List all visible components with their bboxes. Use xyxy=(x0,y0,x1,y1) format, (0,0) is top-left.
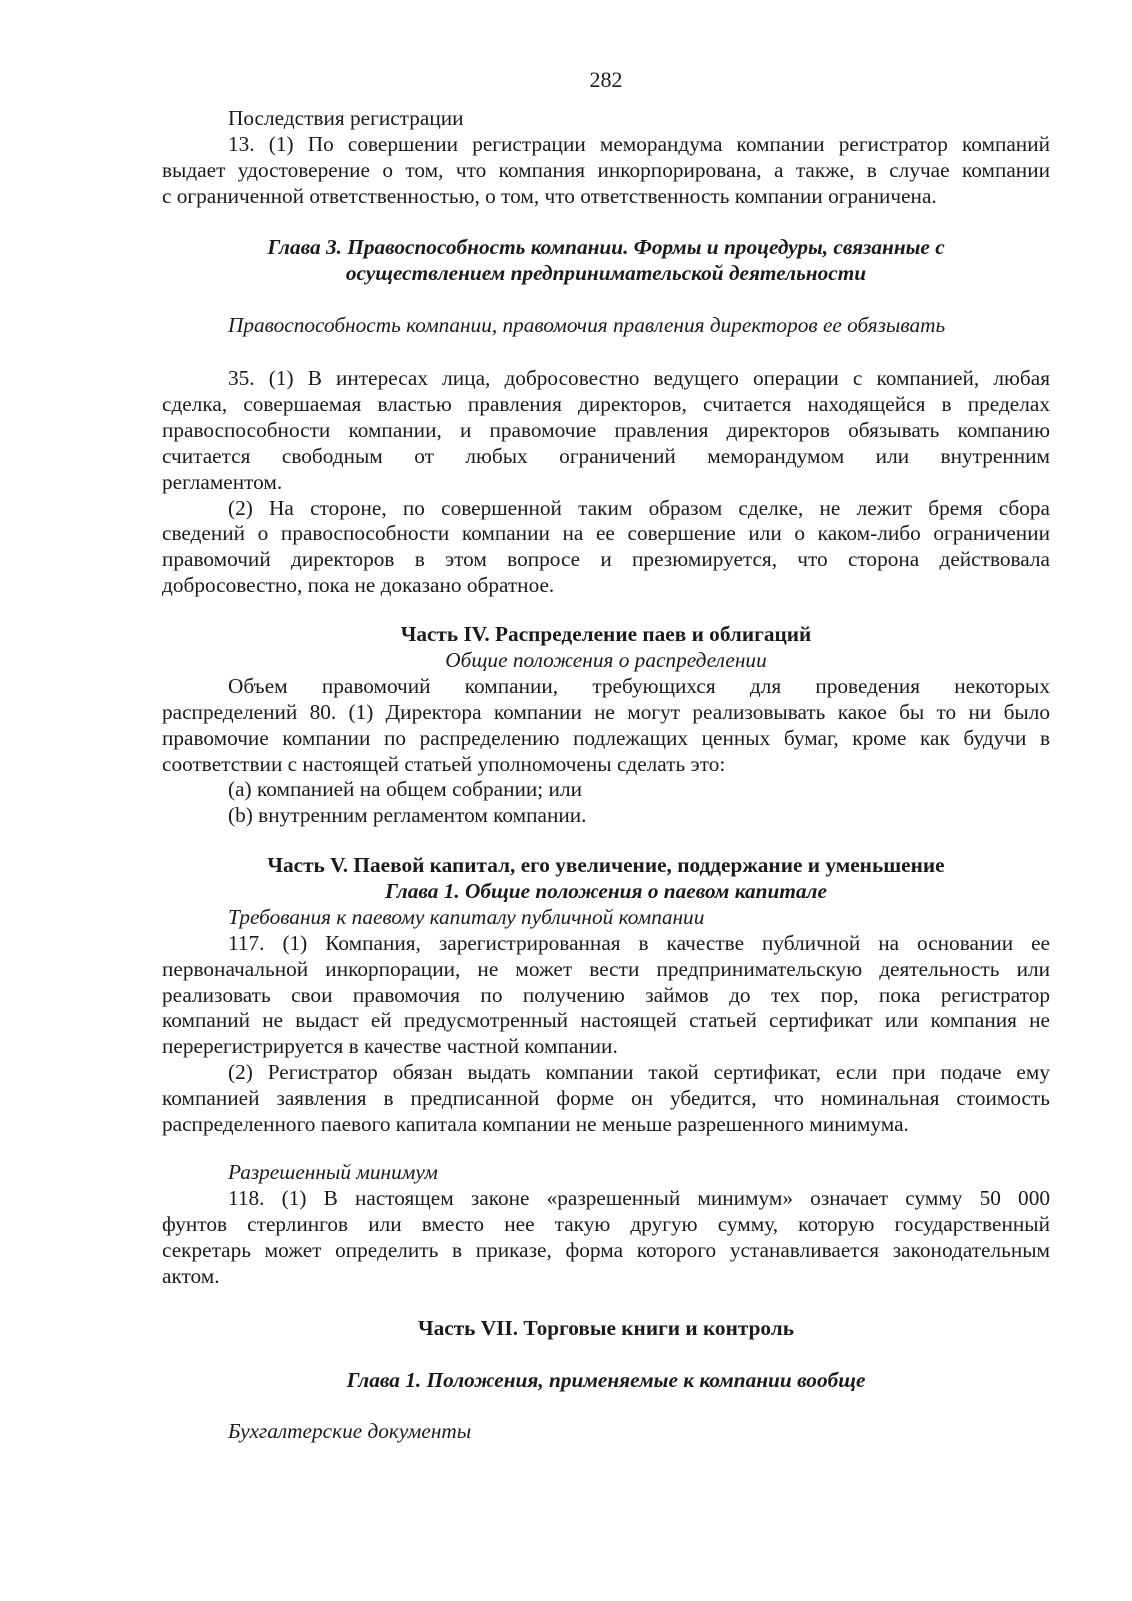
para-35-line-5: регламентом. xyxy=(162,469,283,494)
list-item-b: (b) внутренним регламентом компании. xyxy=(228,803,587,828)
para-117-line-4: компаний не выдаст ей предусмотренный настоящей статьей сертификат или компания не xyxy=(162,1008,1050,1033)
section-35 xyxy=(162,366,1050,599)
para-13-line-2: выдает удостоверение о том, что компания инкорпорирована, а также, в случае компании xyxy=(162,157,1050,182)
para-118-line-3: секретарь может определить в приказе, форма которого устанавливается законодательным xyxy=(162,1237,1050,1262)
para-35-line-3: правоспособности компании, и правомочие правления директоров обязывать компанию xyxy=(162,417,1050,442)
para-13-line-3: с ограниченной ответственностью, о том, что ответственность компании ограничена. xyxy=(162,183,937,208)
para-35b-line-2: сведений о правоспособности компании на ее совершение или о каком-либо ограничении xyxy=(162,521,1050,546)
para-117-line-2: первоначальной инкорпорации, не может вести предпринимательскую деятельность или xyxy=(162,956,1050,981)
para-117b-line-1: (2) Регистратор обязан выдать компании такой сертификат, если при подаче ему xyxy=(228,1060,1050,1085)
part-7-chapter-1-title: Глава 1. Положения, применяемые к компании вообще xyxy=(346,1368,866,1392)
para-117b-line-2: компанией заявления в предписанной форме он убедится, что номинальная стоимость xyxy=(162,1086,1050,1111)
para-35b-line-3: правомочий директоров в этом вопросе и презюмируется, что сторона действовала xyxy=(162,547,1050,572)
part-4-subtitle: Общие положения о распределении xyxy=(445,647,767,672)
para-80-line-4: соответствии с настоящей статьей уполномочены сделать это: xyxy=(162,751,726,776)
para-118-line-2: фунтов стерлингов или вместо нее такую другую сумму, которую государственный xyxy=(162,1211,1050,1236)
chapter-3-title-line-1: Глава 3. Правоспособность компании. Формы и процедуры, связанные с xyxy=(267,235,945,259)
part-5 xyxy=(162,853,1050,1138)
para-117b-line-3: распределенного паевого капитала компании не меньше разрешенного минимума. xyxy=(162,1112,909,1137)
para-117-line-3: реализовать свои правомочия по получению займов до тех пор, пока регистратор xyxy=(162,982,1050,1007)
section-registration-consequences xyxy=(162,106,1050,210)
para-117-line-1: 117. (1) Компания, зарегистрированная в качестве публичной на основании ее xyxy=(228,930,1050,955)
chapter-3-title-line-2: осуществлением предпринимательской деятельности xyxy=(345,260,867,285)
para-80-line-2: распределений 80. (1) Директора компании не могут реализовывать какое бы то ни было xyxy=(162,699,1050,724)
part-4-title: Часть IV. Распределение паев и облигаций xyxy=(400,622,812,646)
para-35b-line-1: (2) На стороне, по совершенной таким образом сделке, не лежит бремя сбора xyxy=(228,495,1050,520)
part-7-title: Часть VII. Торговые книги и контроль xyxy=(417,1316,794,1340)
para-35-line-4: считается свободным от любых ограничений меморандумом или внутренним xyxy=(162,443,1050,468)
para-118-line-1: 118. (1) В настоящем законе «разрешенный минимум» означает сумму 50 000 xyxy=(228,1185,1050,1210)
para-35-line-2: сделка, совершаемая властью правления директоров, считается находящейся в пределах xyxy=(162,391,1050,416)
part-5-chapter-1-title: Глава 1. Общие положения о паевом капитале xyxy=(385,878,827,903)
part-5-title: Часть V. Паевой капитал, его увеличение, поддержание и уменьшение xyxy=(267,853,945,877)
para-118-line-4: актом. xyxy=(162,1263,220,1288)
heading-registration-consequences: Последствия регистрации xyxy=(228,106,464,130)
part-4 xyxy=(162,622,1050,829)
para-35b-line-4: добросовестно, пока не доказано обратное. xyxy=(162,573,555,598)
section-118 xyxy=(162,1160,1050,1290)
subheading-authorized-minimum: Разрешенный минимум xyxy=(228,1160,438,1184)
para-80-line-3: правомочие компании по распределению подлежащих ценных бумаг, кроме как будучи в xyxy=(162,725,1050,750)
para-35-line-1: 35. (1) В интересах лица, добросовестно ведущего операции с компанией, любая xyxy=(228,366,1050,390)
para-13-line-1: 13. (1) По совершении регистрации меморандума компании регистратор компаний xyxy=(228,131,1050,156)
subheading-accounting-records: Бухгалтерские документы xyxy=(228,1419,472,1443)
page-number: 282 xyxy=(589,67,623,92)
subheading-share-capital-requirements: Требования к паевому капиталу публичной компании xyxy=(228,904,705,929)
para-80-line-1: Объем правомочий компании, требующихся для проведения некоторых xyxy=(228,673,1050,698)
list-item-a: (a) компанией на общем собрании; или xyxy=(228,777,582,802)
para-117-line-5: перерегистрируется в качестве частной компании. xyxy=(162,1034,618,1059)
subheading-capacity: Правоспособность компании, правомочия правления директоров ее обязывать xyxy=(228,313,946,337)
chapter-3-title xyxy=(162,235,1050,287)
